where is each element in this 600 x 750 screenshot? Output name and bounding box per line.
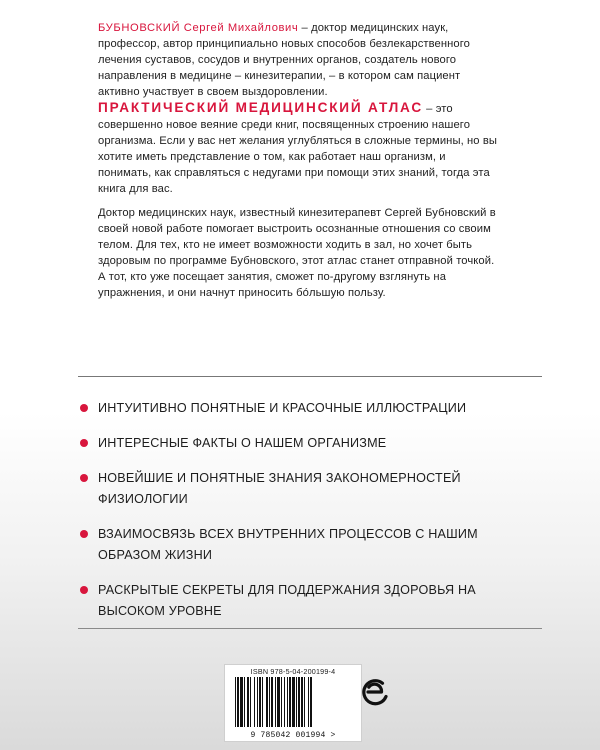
atlas-title: ПРАКТИЧЕСКИЙ МЕДИЦИНСКИЙ АТЛАС (98, 100, 423, 115)
feature-text: РАСКРЫТЫЕ СЕКРЕТЫ ДЛЯ ПОДДЕРЖАНИЯ ЗДОРОВЬЯ НА ВЫСОКОМ УРОВНЕ (98, 583, 476, 618)
atlas-text: – это совершенно новое веяние среди книг, посвященных строению нашего организма. Если у вас нет желания углубляться в сложные термины, но вы хотите иметь представление о том, как работает наш организм, и понимать, как справляться с недугами при помощи этих знаний, тогда эта книга для вас. (98, 103, 498, 195)
divider (78, 628, 542, 629)
feature-text: ВЗАИМОСВЯЗЬ ВСЕХ ВНУТРЕННИХ ПРОЦЕССОВ С НАШИМ ОБРАЗОМ ЖИЗНИ (98, 527, 478, 562)
barcode-icon (235, 677, 351, 727)
author-intro (98, 20, 498, 100)
book-description: Доктор медицинских наук, известный кинезитерапевт Сергей Бубновский в своей новой работе помогает выстроить осознанные отношения со своим телом. Для тех, кто не имеет возможности ходить в зал, но хочет быть здоровым по программе Бубновского, этот атлас станет отправной точкой. А тот, кто уже посещает занятия, сможет по-другому взглянуть на упражнения, и они начнут приносить бо́льшую пользу. (98, 207, 496, 299)
atlas-description (98, 100, 498, 197)
features-list (80, 398, 540, 636)
feature-text: ИНТЕРЕСНЫЕ ФАКТЫ О НАШЕМ ОРГАНИЗМЕ (98, 436, 387, 450)
author-bio: – доктор медицинских наук, профессор, автор принципиально новых способов безлекарственного лечения суставов, сосудов и внутренних органов, создатель нового направления в медицине – кинезитерапии, – в котором сам пациент активно участвует в своем выздоровлении. (98, 22, 471, 98)
author-name: БУБНОВСКИЙ Сергей Михайлович (98, 22, 299, 34)
bullet-icon (80, 474, 88, 482)
feature-text: НОВЕЙШИЕ И ПОНЯТНЫЕ ЗНАНИЯ ЗАКОНОМЕРНОСТЕЙ ФИЗИОЛОГИИ (98, 471, 461, 506)
bullet-icon (80, 404, 88, 412)
barcode-digits: 9 785042 001994 > (250, 731, 336, 740)
feature-text: ИНТУИТИВНО ПОНЯТНЫЕ И КРАСОЧНЫЕ ИЛЛЮСТРАЦИИ (98, 401, 467, 415)
bullet-icon (80, 439, 88, 447)
divider (78, 376, 542, 377)
description-block (98, 20, 498, 301)
bullet-icon (80, 530, 88, 538)
feature-item (80, 433, 540, 454)
feature-item (80, 580, 540, 622)
isbn-label: ISBN 978-5-04-200199-4 (250, 667, 336, 676)
barcode (224, 664, 362, 742)
feature-item (80, 398, 540, 419)
publisher-logo-icon (357, 674, 393, 710)
feature-item (80, 468, 540, 510)
bullet-icon (80, 586, 88, 594)
feature-item (80, 524, 540, 566)
